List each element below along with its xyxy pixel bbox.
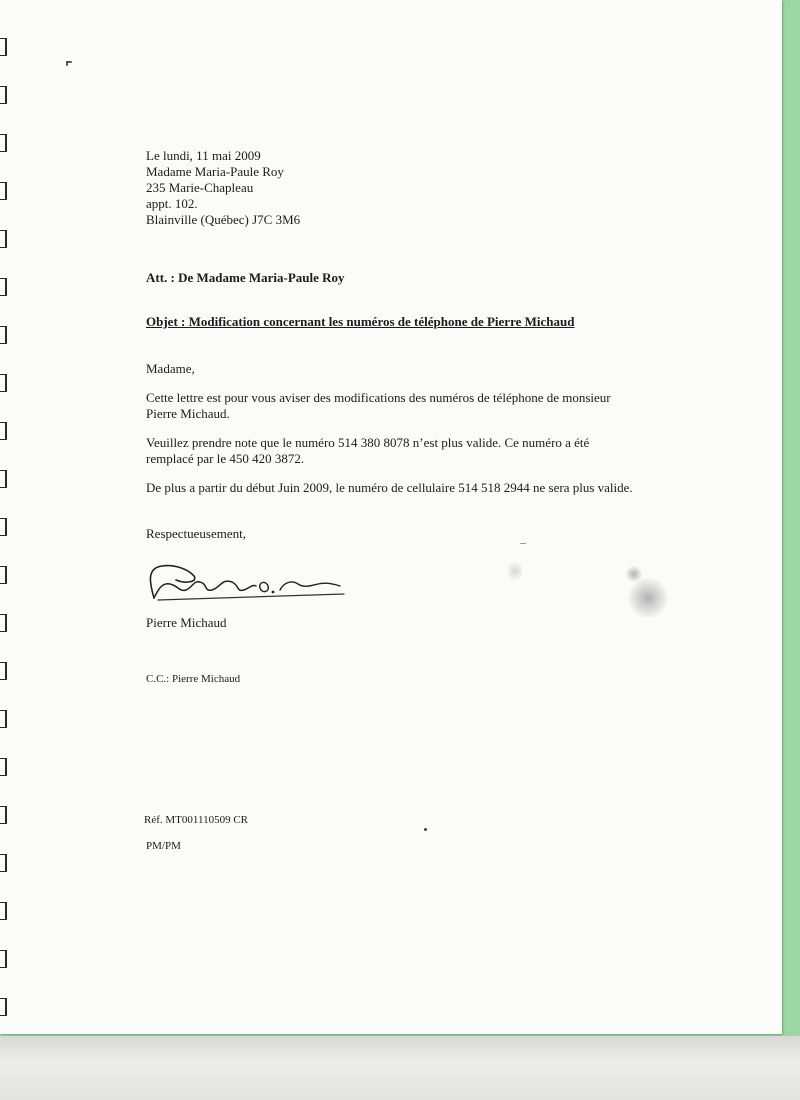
handwritten-signature <box>140 560 355 606</box>
recipient-unit: appt. 102. <box>146 196 198 211</box>
paper-stain <box>508 560 522 582</box>
paper-stain <box>626 566 642 582</box>
binding-holes <box>0 0 10 1030</box>
scan-speck <box>424 828 427 831</box>
typist-initials: PM/PM <box>146 840 181 852</box>
carbon-copy: C.C.: Pierre Michaud <box>146 673 241 685</box>
recipient-city: Blainville (Québec) J7C 3M6 <box>146 212 301 227</box>
paragraph-2-line-1: Veuillez prendre note que le numéro 514 380 8078 n’est plus valide. Ce numéro a été <box>146 435 590 450</box>
paragraph-3-line-1: De plus a partir du début Juin 2009, le numéro de cellulaire 514 518 2944 ne sera plus valide. <box>146 480 633 495</box>
subject-line: Objet : Modification concernant les numéros de téléphone de Pierre Michaud <box>146 314 575 329</box>
recipient-street: 235 Marie-Chapleau <box>146 180 254 195</box>
scanner-bed-edge <box>0 1036 800 1100</box>
paragraph-1-line-1: Cette lettre est pour vous aviser des modifications des numéros de téléphone de monsieur <box>146 390 611 405</box>
paper-stain <box>628 578 668 618</box>
paragraph-2-line-2: remplacé par le 450 420 3872. <box>146 451 305 466</box>
signatory-name: Pierre Michaud <box>146 615 227 630</box>
closing: Respectueusement, <box>146 526 246 541</box>
reference-number: Réf. MT001110509 CR <box>144 814 248 826</box>
scan-speck <box>66 61 68 66</box>
recipient-name: Madame Maria-Paule Roy <box>146 164 284 179</box>
attention-line: Att. : De Madame Maria-Paule Roy <box>146 270 345 285</box>
salutation: Madame, <box>146 361 195 376</box>
scan-speck <box>520 543 526 544</box>
letter-date: Le lundi, 11 mai 2009 <box>146 148 261 163</box>
paragraph-1-line-2: Pierre Michaud. <box>146 406 230 421</box>
